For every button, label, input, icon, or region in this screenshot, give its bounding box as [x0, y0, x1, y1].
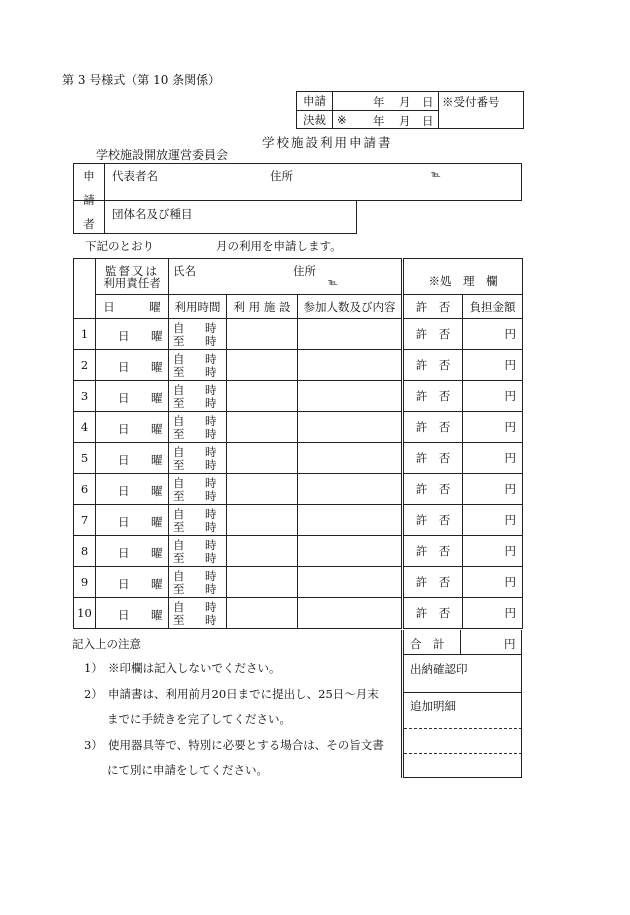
hour-label: 時: [205, 581, 217, 596]
weekday-label: 曜: [151, 452, 163, 467]
side-panel-bottom: [404, 777, 522, 778]
additional-label: 追加明細: [410, 699, 456, 713]
month-label: 月: [399, 95, 411, 109]
weekday-label: 曜: [151, 421, 163, 436]
row-number: 7: [74, 505, 96, 536]
hour-label: 時: [205, 568, 217, 583]
receipt-number-cell[interactable]: [439, 92, 524, 129]
participants-cell[interactable]: [298, 412, 403, 443]
table-row: [74, 598, 523, 629]
row-number: 2: [74, 350, 96, 381]
row-number: 3: [74, 381, 96, 412]
usage-table: [73, 258, 523, 629]
fee-cell[interactable]: 円: [463, 319, 523, 350]
approval-cell[interactable]: 許 否: [403, 319, 463, 350]
row-number: 4: [74, 412, 96, 443]
notes-heading: 記入上の注意: [72, 637, 141, 651]
approval-cell[interactable]: 許 否: [403, 443, 463, 474]
supervisor-address-label: 住所: [293, 263, 316, 278]
time-cell[interactable]: [169, 319, 227, 350]
to-label: 至: [173, 395, 185, 410]
date-cell[interactable]: [96, 598, 169, 629]
to-label: 至: [173, 519, 185, 534]
request-suffix: 月の利用を申請します。: [216, 239, 342, 253]
hour-label: 時: [205, 333, 217, 348]
form-title: 学校施設利用申請書: [262, 135, 393, 150]
supervisor-label: [96, 259, 169, 295]
date-cell[interactable]: [96, 474, 169, 505]
processing-label: ※処 理 欄: [428, 273, 498, 288]
hour-label: 時: [205, 444, 217, 459]
day-label: 日: [118, 328, 130, 343]
hour-label: 時: [205, 320, 217, 335]
table-row: [74, 474, 523, 505]
hour-label: 時: [205, 488, 217, 503]
day-label: 日: [118, 452, 130, 467]
participants-cell[interactable]: [298, 505, 403, 536]
table-row: [74, 505, 523, 536]
approval-cell[interactable]: 許 否: [403, 412, 463, 443]
form-number: 第 3 号様式（第 10 条関係）: [62, 73, 221, 87]
participants-header: 参加人数及び内容: [298, 295, 403, 319]
row-number: 8: [74, 536, 96, 567]
total-label: 合 計: [410, 637, 445, 651]
note-number: 2）: [84, 687, 103, 701]
note-item: [84, 660, 281, 676]
from-label: 自: [173, 506, 185, 521]
fee-cell[interactable]: 円: [463, 536, 523, 567]
fee-cell[interactable]: 円: [463, 505, 523, 536]
approval-cell[interactable]: 許 否: [403, 598, 463, 629]
facility-cell[interactable]: [227, 381, 298, 412]
approval-cell[interactable]: 許 否: [403, 381, 463, 412]
date-cell[interactable]: [96, 319, 169, 350]
date-cell[interactable]: [96, 443, 169, 474]
day-label: 日: [422, 114, 434, 128]
day-label: 日: [118, 607, 130, 622]
note-text: までに手続きを完了してください。: [107, 712, 291, 726]
to-label: 至: [173, 581, 185, 596]
note-item: [84, 737, 384, 753]
payment-divider: [404, 692, 522, 693]
fee-cell[interactable]: 円: [463, 443, 523, 474]
approval-cell[interactable]: 許 否: [403, 474, 463, 505]
weekday-label: 曜: [151, 514, 163, 529]
facility-cell[interactable]: [227, 536, 298, 567]
additional-line-1: [404, 728, 522, 729]
participants-cell[interactable]: [298, 567, 403, 598]
receipt-number-label: ※受付番号: [442, 95, 500, 109]
row-number: 5: [74, 443, 96, 474]
participants-cell[interactable]: [298, 598, 403, 629]
time-cell[interactable]: [169, 505, 227, 536]
time-cell[interactable]: [169, 536, 227, 567]
applicant-divider: [104, 163, 105, 234]
payment-check-label: 出納確認印: [410, 662, 468, 676]
table-row: [74, 412, 523, 443]
row-number: 6: [74, 474, 96, 505]
supervisor-label-line2: 利用責任者: [103, 275, 161, 290]
time-cell[interactable]: [169, 443, 227, 474]
table-row: [74, 319, 523, 350]
to-label: 至: [173, 550, 185, 565]
year-label: 年: [373, 95, 385, 109]
side-panel-right-border: [521, 630, 522, 778]
day-label: 日: [118, 390, 130, 405]
day-label: 日: [118, 359, 130, 374]
from-label: 自: [173, 475, 185, 490]
hour-label: 時: [205, 537, 217, 552]
to-label: 至: [173, 488, 185, 503]
facility-cell[interactable]: [227, 474, 298, 505]
participants-cell[interactable]: [298, 474, 403, 505]
note-text: にて別に申請をしてください。: [107, 763, 268, 777]
facility-cell[interactable]: [227, 443, 298, 474]
hour-label: 時: [205, 612, 217, 627]
note-number: 3）: [84, 738, 103, 752]
time-cell[interactable]: [169, 474, 227, 505]
side-panel-double-line: [401, 630, 404, 778]
supervisor-name-label: 氏名: [173, 263, 196, 278]
facility-cell[interactable]: [227, 412, 298, 443]
facility-header: 利 用 施 設: [227, 295, 298, 319]
supervisor-info[interactable]: [169, 259, 403, 295]
day-label: 日: [118, 514, 130, 529]
approval-cell[interactable]: 許 否: [403, 350, 463, 381]
fee-header: 負担金額: [463, 295, 523, 319]
decision-mark: ※: [337, 113, 347, 127]
approval-cell[interactable]: 許 否: [403, 505, 463, 536]
time-cell[interactable]: [169, 567, 227, 598]
hour-label: 時: [205, 413, 217, 428]
approval-cell[interactable]: 許 否: [403, 567, 463, 598]
from-label: 自: [173, 382, 185, 397]
hour-label: 時: [205, 382, 217, 397]
row-number: 10: [74, 598, 96, 629]
date-header: 日 曜: [96, 295, 169, 319]
note-text: 使用器具等で、特別に必要とする場合は、その旨文書: [108, 738, 384, 752]
fee-cell[interactable]: 円: [463, 598, 523, 629]
total-inner-divider: [460, 630, 461, 654]
table-row: [74, 536, 523, 567]
to-label: 至: [173, 457, 185, 472]
supervisor-tel-label: ℡: [328, 277, 338, 288]
weekday-label: 曜: [151, 607, 163, 622]
time-cell[interactable]: [169, 598, 227, 629]
to-label: 至: [173, 333, 185, 348]
row-number: 9: [74, 567, 96, 598]
approval-header: 許 否: [403, 295, 463, 319]
note-item: [107, 762, 268, 778]
from-label: 自: [173, 537, 185, 552]
day-label: 日: [118, 545, 130, 560]
from-label: 自: [173, 599, 185, 614]
time-cell[interactable]: [169, 412, 227, 443]
applicant-side-3: 者: [83, 217, 95, 231]
hour-label: 時: [205, 519, 217, 534]
weekday-label: 曜: [151, 545, 163, 560]
time-header: 利用時間: [169, 295, 227, 319]
fee-cell[interactable]: 円: [463, 567, 523, 598]
date-cell[interactable]: [96, 536, 169, 567]
from-label: 自: [173, 413, 185, 428]
group-label: 団体名及び種目: [112, 207, 193, 221]
table-row: [74, 567, 523, 598]
month-label: 月: [399, 114, 411, 128]
weekday-label: 曜: [151, 328, 163, 343]
stamp-table: [296, 91, 524, 129]
hour-label: 時: [205, 364, 217, 379]
facility-cell[interactable]: [227, 567, 298, 598]
note-text: 申請書は、利用前月20日までに提出し、25日～月末: [108, 687, 379, 701]
weekday-label: 曜: [151, 576, 163, 591]
hour-label: 時: [205, 426, 217, 441]
from-label: 自: [173, 320, 185, 335]
participants-cell[interactable]: [298, 381, 403, 412]
date-cell[interactable]: [96, 350, 169, 381]
day-label: 日: [118, 421, 130, 436]
facility-cell[interactable]: [227, 350, 298, 381]
hour-label: 時: [205, 506, 217, 521]
table-row: [74, 443, 523, 474]
decision-label: 決裁: [297, 111, 333, 129]
time-cell[interactable]: [169, 350, 227, 381]
applicant-tel-label: ℡: [431, 170, 441, 180]
participants-cell[interactable]: [298, 319, 403, 350]
facility-cell[interactable]: [227, 319, 298, 350]
processing-header: [403, 259, 523, 295]
hour-label: 時: [205, 457, 217, 472]
hour-label: 時: [205, 351, 217, 366]
hour-label: 時: [205, 599, 217, 614]
total-yen: 円: [504, 637, 516, 651]
weekday-label: 曜: [151, 390, 163, 405]
fee-cell[interactable]: 円: [463, 412, 523, 443]
day-label: 日: [422, 95, 434, 109]
hour-label: 時: [205, 395, 217, 410]
day-label: 日: [118, 576, 130, 591]
date-cell[interactable]: [96, 567, 169, 598]
from-label: 自: [173, 568, 185, 583]
decision-date[interactable]: [333, 111, 439, 129]
note-number: 1）: [84, 661, 103, 675]
representative-label: 代表者名: [112, 169, 158, 183]
facility-cell[interactable]: [227, 505, 298, 536]
fee-cell[interactable]: 円: [463, 381, 523, 412]
note-item: [84, 686, 379, 702]
from-label: 自: [173, 351, 185, 366]
approval-cell[interactable]: 許 否: [403, 536, 463, 567]
fee-cell[interactable]: 円: [463, 474, 523, 505]
participants-cell[interactable]: [298, 536, 403, 567]
additional-line-2: [404, 753, 522, 754]
weekday-label: 曜: [151, 483, 163, 498]
applicant-side-2: 請: [83, 193, 95, 207]
weekday-label: 曜: [151, 359, 163, 374]
year-label: 年: [373, 114, 385, 128]
date-cell[interactable]: [96, 381, 169, 412]
hour-label: 時: [205, 550, 217, 565]
from-label: 自: [173, 444, 185, 459]
supervisor-label-line1: 監督又は: [105, 263, 159, 278]
date-cell[interactable]: [96, 505, 169, 536]
number-header: [74, 259, 96, 319]
request-prefix: 下記のとおり: [85, 239, 154, 253]
note-item: [107, 711, 291, 727]
hour-label: 時: [205, 475, 217, 490]
date-cell[interactable]: [96, 412, 169, 443]
fee-cell[interactable]: 円: [463, 350, 523, 381]
to-label: 至: [173, 364, 185, 379]
to-label: 至: [173, 426, 185, 441]
addressee: 学校施設開放運営委員会: [96, 148, 229, 162]
to-label: 至: [173, 612, 185, 627]
row-number: 1: [74, 319, 96, 350]
application-label: 申請: [297, 92, 333, 111]
table-row: [74, 381, 523, 412]
applicant-address-label: 住所: [270, 169, 293, 183]
participants-cell[interactable]: [298, 443, 403, 474]
facility-cell[interactable]: [227, 598, 298, 629]
total-divider: [404, 654, 522, 655]
day-label: 日: [118, 483, 130, 498]
applicant-side-1: 申: [83, 169, 95, 183]
note-text: ※印欄は記入しないでください。: [108, 661, 281, 675]
participants-cell[interactable]: [298, 350, 403, 381]
time-cell[interactable]: [169, 381, 227, 412]
application-date[interactable]: [333, 92, 439, 111]
table-row: [74, 350, 523, 381]
